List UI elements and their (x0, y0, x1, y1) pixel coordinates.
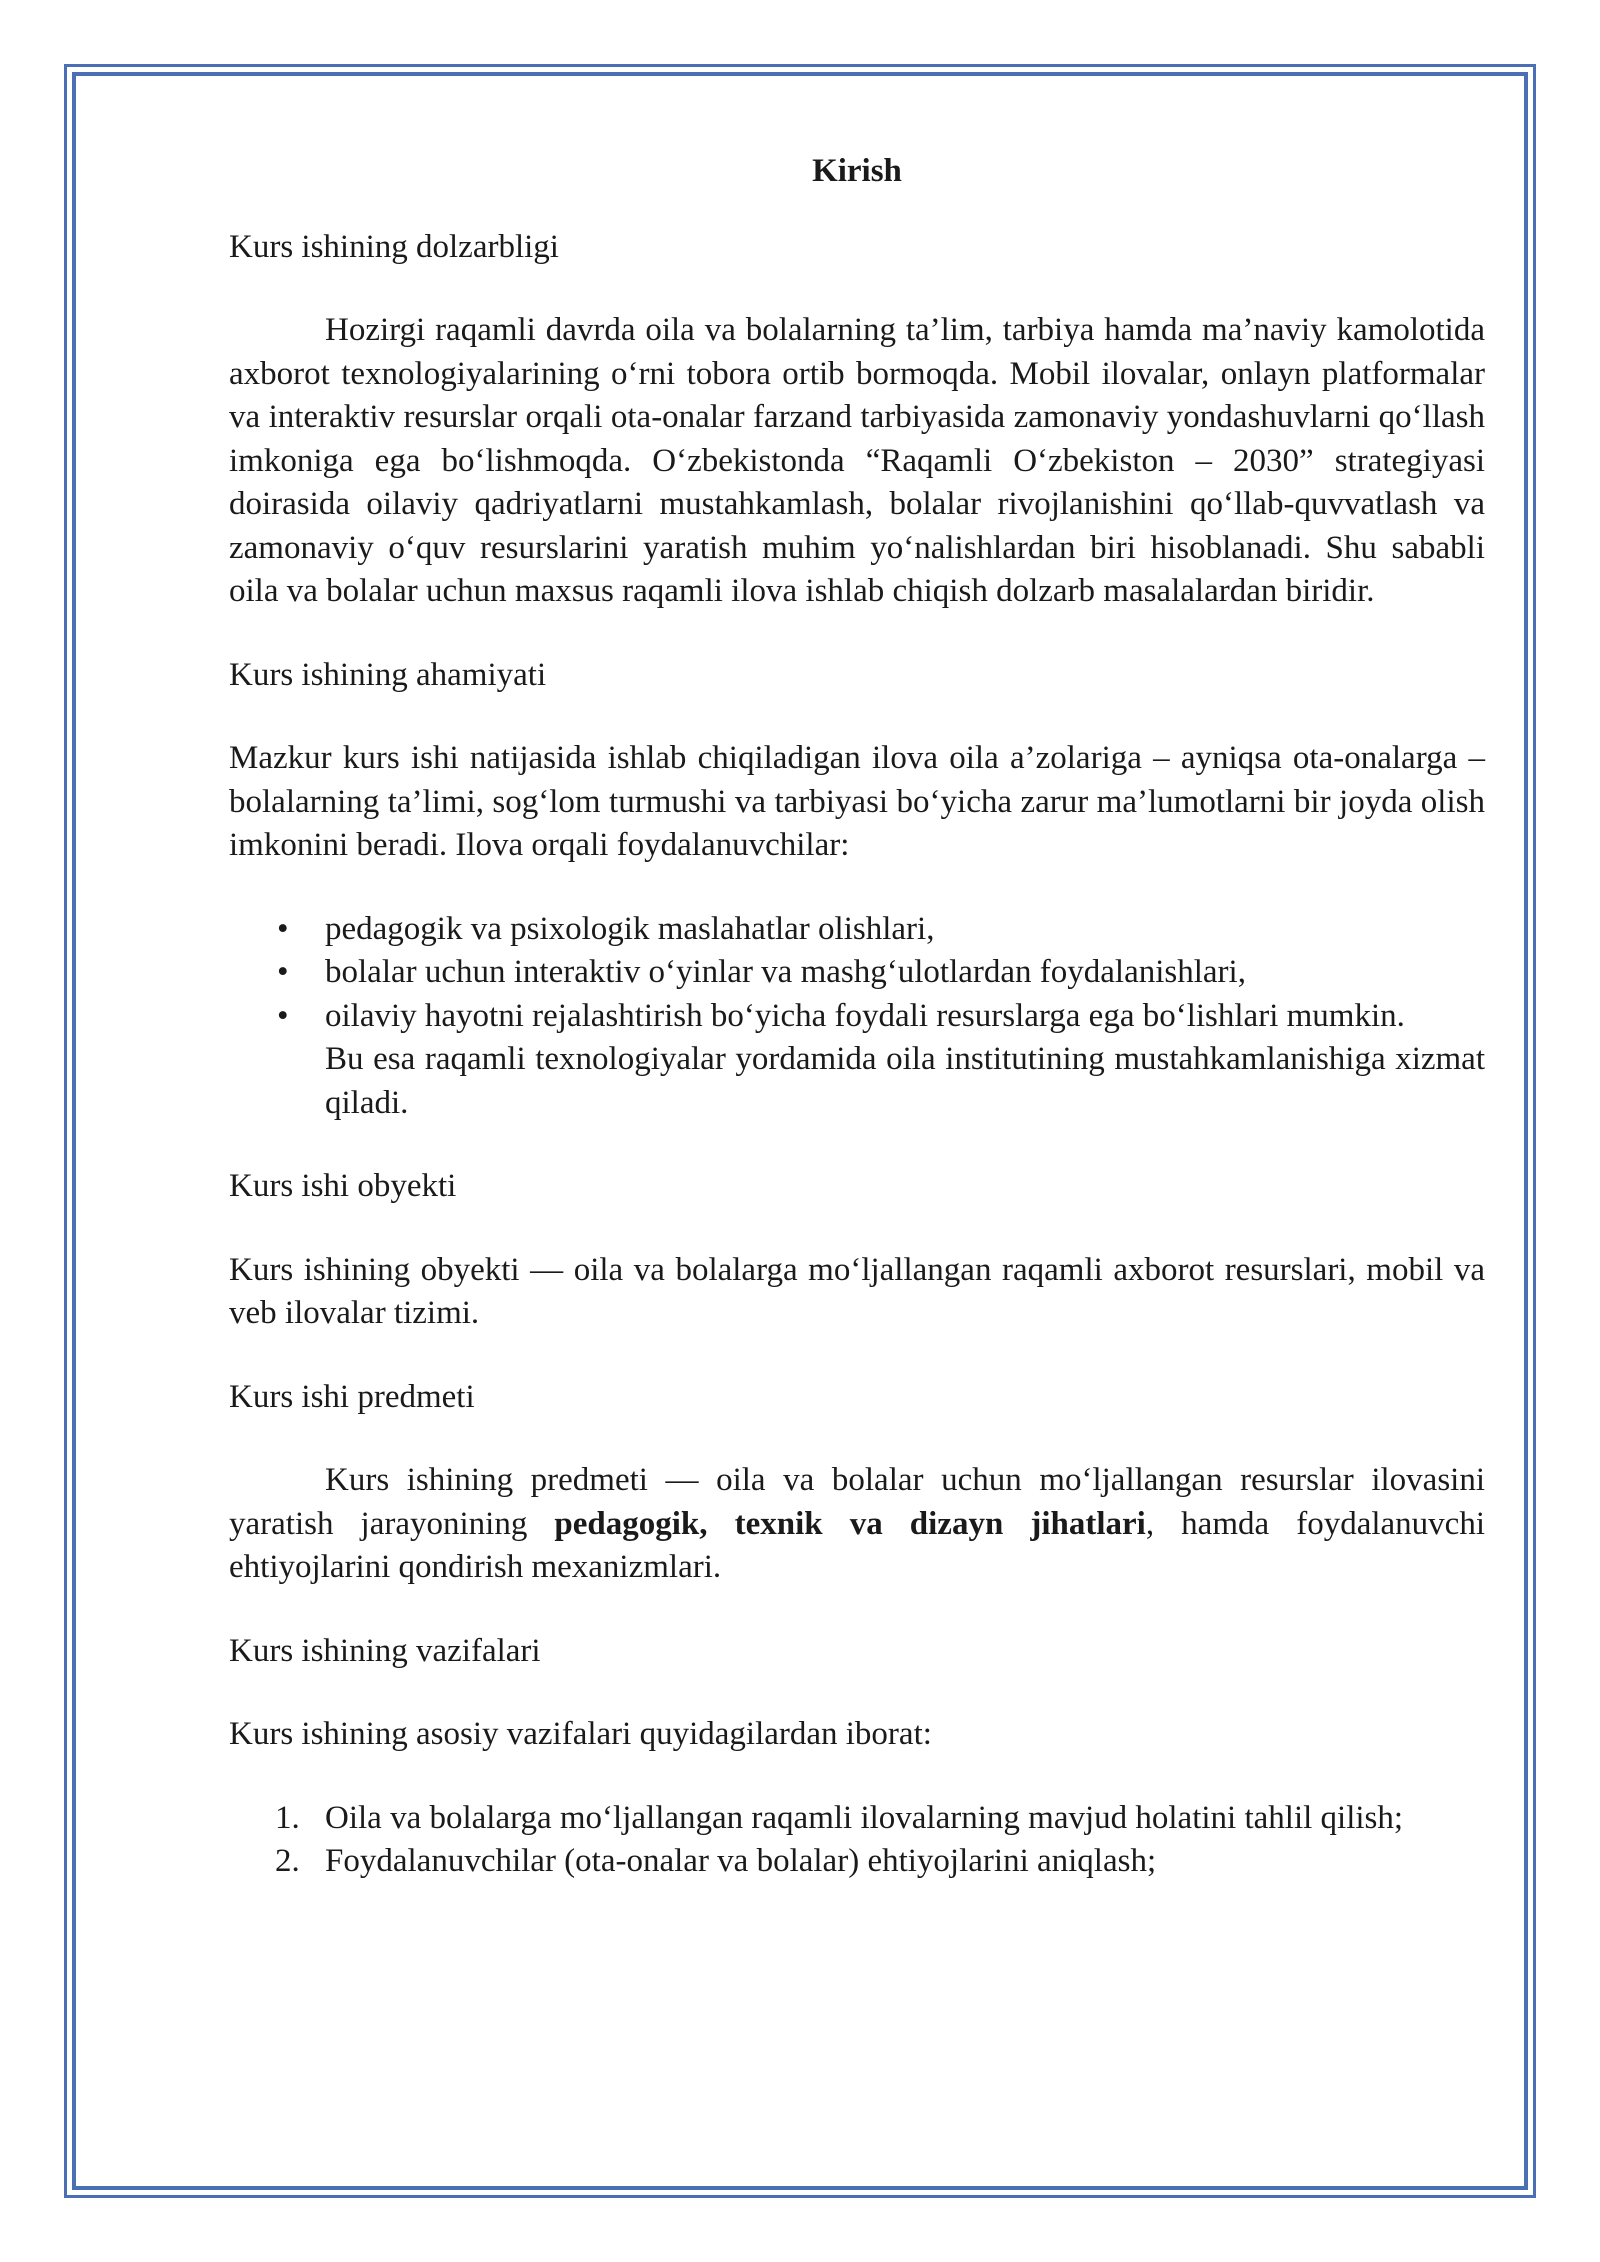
list-item (229, 1797, 1485, 1841)
bullet-icon: • (277, 910, 289, 947)
list-item-text: Oila va bolalarga mo‘ljallangan raqamli ilovalarning mavjud holatini tahlil qilish; (325, 1799, 1404, 1836)
paragraph-ahamiyati-conclusion: Bu esa raqamli texnologiyalar yordamida oila institutining mustahkamlanishiga xizmat qiladi. (325, 1041, 1485, 1121)
list-item-text: bolalar uchun interaktiv o‘yinlar va mashg‘ulotlardan foydalanishlari, (325, 954, 1246, 990)
predmeti-text-before: Kurs ishining predmeti — oila va bolalar uchun mo‘ljallangan resurslar ilovasini yaratish jarayonining (229, 1462, 1485, 1542)
page-title: Kirish (812, 153, 902, 189)
heading-obyekti: Kurs ishi obyekti (229, 1168, 457, 1204)
numbered-list-vazifalari (229, 1797, 1485, 1884)
heading-dolzarbligi: Kurs ishining dolzarbligi (229, 228, 559, 265)
bullet-icon: • (277, 997, 289, 1034)
paragraph-predmeti (229, 1459, 1485, 1590)
list-item (229, 1840, 1485, 1884)
list-item-text: Foydalanuvchilar (ota-onalar va bolalar) ehtiyojlarini aniqlash; (325, 1843, 1157, 1879)
list-item (229, 951, 1485, 995)
paragraph-vazifalari-intro: Kurs ishining asosiy vazifalari quyidagilardan iborat: (229, 1716, 932, 1752)
list-number: 1. (275, 1799, 300, 1836)
bullet-list-ahamiyati (229, 908, 1485, 1039)
list-number: 2. (275, 1843, 300, 1879)
document-page (229, 150, 1485, 1884)
list-item (229, 908, 1485, 952)
paragraph-dolzarbligi: Hozirgi raqamli davrda oila va bolalarning ta’lim, tarbiya hamda ma’naviy kamolotida axborot texnologiyalarining o‘rni tobora ortib bormoqda. Mobil ilovalar, onlayn platformalar va interaktiv resurslar orqali ota-onalar farzand tarbiyasida zamonaviy yondashuvlarni qo‘llash imkoniga ega bo‘lishmoqda. O‘zbekistonda “Raqamli O‘zbekiston – 2030” strategiyasi doirasida oilaviy qadriyatlarni mustahkamlash, bolalar rivojlanishini qo‘llab-quvvatlash va zamonaviy o‘quv resurslarini yaratish muhim yo‘nalishlardan biri hisoblanadi. Shu sababli oila va bolalar uchun maxsus raqamli ilova ishlab chiqish dolzarb masalalardan biridir. (229, 312, 1485, 609)
list-item (229, 995, 1485, 1039)
bullet-icon: • (277, 954, 289, 990)
list-item-text: pedagogik va psixologik maslahatlar olishlari, (325, 910, 935, 947)
paragraph-obyekti: Kurs ishining obyekti — oila va bolalarga mo‘ljallangan raqamli axborot resurslari, mobil va veb ilovalar tizimi. (229, 1251, 1485, 1331)
predmeti-text-after: , hamda foydalanuvchi ehtiyojlarini qondirish mexanizmlari. (229, 1505, 1485, 1585)
heading-predmeti: Kurs ishi predmeti (229, 1378, 475, 1415)
paragraph-ahamiyati: Mazkur kurs ishi natijasida ishlab chiqiladigan ilova oila a’zolariga – ayniqsa ota-onalarga – bolalarning ta’limi, sog‘lom turmushi va tarbiyasi bo‘yicha zarur ma’lumotlarni bir joyda olish imkonini beradi. Ilova orqali foydalanuvchilar: (229, 740, 1485, 863)
predmeti-text-bold: pedagogik, texnik va dizayn jihatlari (554, 1505, 1146, 1542)
heading-vazifalari: Kurs ishining vazifalari (229, 1632, 541, 1669)
list-item-text: oilaviy hayotni rejalashtirish bo‘yicha foydali resurslarga ega bo‘lishlari mumkin. (325, 997, 1405, 1034)
heading-ahamiyati: Kurs ishining ahamiyati (229, 656, 547, 693)
